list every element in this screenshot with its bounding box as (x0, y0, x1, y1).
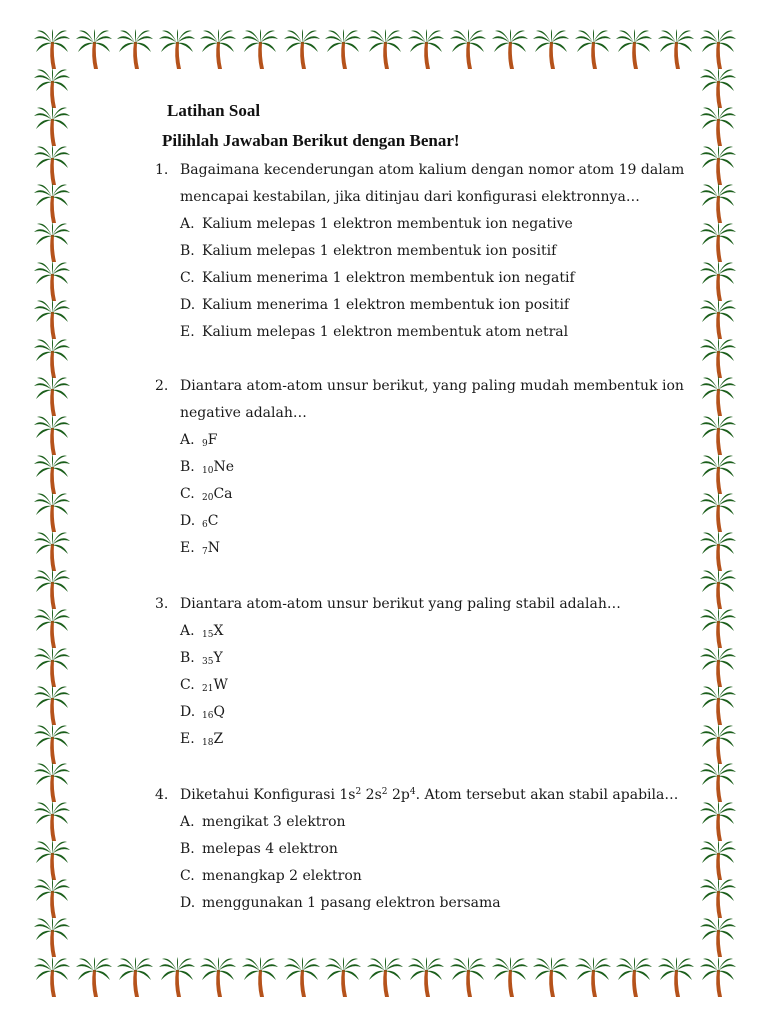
option-letter: C. (180, 486, 195, 502)
palm-tree-icon (699, 414, 737, 456)
palm-tree-icon (158, 956, 196, 998)
option-text: Kalium melepas 1 elektron membentuk ion positif (202, 243, 557, 259)
instruction-title: Pilihlah Jawaban Berikut dengan Benar! (162, 131, 460, 150)
option-text: Kalium menerima 1 elektron membentuk ion positif (202, 297, 570, 313)
palm-tree-icon (699, 800, 737, 842)
palm-tree-icon (699, 839, 737, 881)
option-letter: D. (180, 297, 196, 313)
atomic-number: 6 (202, 520, 208, 530)
palm-tree-icon (324, 28, 362, 70)
option-b (155, 454, 685, 481)
palm-tree-icon (33, 414, 71, 456)
palm-tree-icon (116, 956, 154, 998)
palm-tree-icon (33, 568, 71, 610)
palm-tree-icon (491, 28, 529, 70)
palm-tree-icon (699, 684, 737, 726)
atomic-number: 10 (202, 466, 214, 476)
element-symbol: Z (213, 731, 224, 747)
palm-tree-icon (615, 956, 653, 998)
palm-tree-icon (366, 956, 404, 998)
palm-tree-icon (699, 221, 737, 263)
question-2 (155, 373, 685, 562)
palm-tree-icon (33, 761, 71, 803)
element-symbol: Q (213, 704, 225, 720)
option-e (155, 726, 685, 753)
palm-tree-icon (699, 298, 737, 340)
option-c (155, 481, 685, 508)
palm-tree-icon (699, 956, 737, 998)
palm-tree-icon (33, 839, 71, 881)
option-a (155, 618, 685, 645)
option-letter: E. (180, 540, 195, 556)
element-symbol: Ne (213, 459, 234, 475)
palm-tree-icon (699, 607, 737, 649)
question-3 (155, 591, 685, 753)
palm-tree-icon (699, 375, 737, 417)
question-text: Bagaimana kecenderungan atom kalium dengan nomor atom 19 dalam mencapai kestabilan, jika ditinjau dari konfigurasi elektronnya… (180, 162, 685, 205)
palm-tree-icon (75, 28, 113, 70)
question-number: 1. (155, 162, 169, 178)
palm-tree-icon (33, 67, 71, 109)
option-text: melepas 4 elektron (202, 841, 338, 857)
option-c (155, 863, 685, 890)
palm-tree-icon (33, 646, 71, 688)
element-symbol: F (207, 432, 218, 448)
palm-tree-icon (33, 105, 71, 147)
palm-tree-icon (33, 298, 71, 340)
question-text: Diantara atom-atom unsur berikut yang paling stabil adalah… (180, 596, 621, 612)
palm-tree-icon (199, 28, 237, 70)
palm-tree-icon (241, 956, 279, 998)
question-number: 4. (155, 787, 169, 803)
atomic-number: 20 (202, 493, 214, 503)
palm-tree-icon (657, 956, 695, 998)
palm-tree-icon (33, 877, 71, 919)
palm-tree-icon (241, 28, 279, 70)
palm-tree-icon (699, 491, 737, 533)
palm-tree-icon (699, 453, 737, 495)
palm-tree-icon (449, 28, 487, 70)
palm-tree-icon (33, 337, 71, 379)
option-d (155, 699, 685, 726)
atomic-number: 16 (202, 711, 214, 721)
question-number: 2. (155, 378, 169, 394)
atomic-number: 7 (202, 547, 208, 557)
palm-tree-icon (699, 182, 737, 224)
palm-tree-icon (33, 800, 71, 842)
palm-tree-icon (699, 337, 737, 379)
element-symbol: Ca (213, 486, 233, 502)
question-text: Diantara atom-atom unsur berikut, yang paling mudah membentuk ion negative adalah… (180, 378, 684, 421)
palm-tree-icon (699, 877, 737, 919)
option-text: menggunakan 1 pasang elektron bersama (202, 895, 501, 911)
palm-tree-icon (283, 956, 321, 998)
atomic-number: 35 (202, 657, 214, 667)
palm-tree-icon (699, 530, 737, 572)
palm-tree-icon (449, 956, 487, 998)
element-symbol: X (213, 623, 224, 639)
option-text: Kalium melepas 1 elektron membentuk atom netral (202, 324, 569, 340)
palm-tree-icon (33, 221, 71, 263)
option-letter: E. (180, 731, 195, 747)
question-1 (155, 157, 685, 346)
option-letter: D. (180, 895, 196, 911)
option-text: mengikat 3 elektron (202, 814, 346, 830)
palm-tree-icon (699, 28, 737, 70)
palm-tree-icon (699, 67, 737, 109)
palm-tree-icon (33, 916, 71, 958)
palm-tree-icon (33, 375, 71, 417)
question-4 (155, 782, 685, 917)
option-c (155, 265, 685, 292)
question-text: Diketahui Konfigurasi $1s^2$ $2s^2$ $2p^4$. Atom tersebut akan stabil apabila… (180, 787, 679, 803)
option-b (155, 238, 685, 265)
palm-tree-icon (116, 28, 154, 70)
atomic-number: 9 (202, 439, 208, 449)
palm-tree-icon (33, 260, 71, 302)
palm-tree-icon (699, 646, 737, 688)
palm-tree-icon (532, 28, 570, 70)
option-letter: A. (180, 814, 195, 830)
palm-tree-icon (283, 28, 321, 70)
option-letter: D. (180, 513, 196, 529)
option-a (155, 809, 685, 836)
atomic-number: 15 (202, 630, 214, 640)
palm-tree-icon (33, 530, 71, 572)
palm-tree-icon (615, 28, 653, 70)
element-symbol: N (207, 540, 220, 556)
palm-tree-icon (33, 28, 71, 70)
palm-tree-icon (33, 684, 71, 726)
option-letter: A. (180, 432, 195, 448)
question-number: 3. (155, 596, 169, 612)
option-text: Kalium melepas 1 elektron membentuk ion negative (202, 216, 573, 232)
palm-tree-icon (33, 607, 71, 649)
palm-tree-icon (407, 28, 445, 70)
palm-tree-icon (699, 260, 737, 302)
palm-tree-icon (366, 28, 404, 70)
palm-tree-icon (574, 956, 612, 998)
palm-tree-icon (158, 28, 196, 70)
option-d (155, 890, 685, 917)
option-d (155, 292, 685, 319)
palm-tree-icon (491, 956, 529, 998)
option-e (155, 319, 685, 346)
option-d (155, 508, 685, 535)
option-a (155, 427, 685, 454)
palm-tree-icon (532, 956, 570, 998)
palm-tree-icon (699, 144, 737, 186)
option-letter: B. (180, 841, 195, 857)
option-letter: C. (180, 868, 195, 884)
palm-tree-icon (657, 28, 695, 70)
option-letter: B. (180, 650, 195, 666)
palm-tree-icon (699, 916, 737, 958)
option-b (155, 836, 685, 863)
palm-tree-icon (324, 956, 362, 998)
atomic-number: 18 (202, 738, 214, 748)
option-text: menangkap 2 elektron (202, 868, 362, 884)
palm-tree-icon (33, 956, 71, 998)
palm-tree-icon (33, 491, 71, 533)
palm-tree-icon (199, 956, 237, 998)
palm-tree-icon (574, 28, 612, 70)
option-letter: A. (180, 623, 195, 639)
page-heading: Latihan Soal (167, 101, 261, 120)
palm-tree-icon (33, 453, 71, 495)
option-b (155, 645, 685, 672)
element-symbol: W (213, 677, 228, 693)
option-letter: A. (180, 216, 195, 232)
palm-tree-icon (75, 956, 113, 998)
option-letter: B. (180, 243, 195, 259)
option-e (155, 535, 685, 562)
option-text: Kalium menerima 1 elektron membentuk ion negatif (202, 270, 575, 286)
palm-tree-icon (33, 144, 71, 186)
palm-tree-icon (33, 182, 71, 224)
palm-tree-icon (699, 105, 737, 147)
palm-tree-icon (699, 761, 737, 803)
element-symbol: C (207, 513, 219, 529)
element-symbol: Y (213, 650, 223, 666)
palm-tree-icon (33, 723, 71, 765)
option-letter: C. (180, 270, 195, 286)
option-letter: C. (180, 677, 195, 693)
palm-tree-icon (699, 568, 737, 610)
palm-tree-icon (407, 956, 445, 998)
option-letter: B. (180, 459, 195, 475)
option-c (155, 672, 685, 699)
option-a (155, 211, 685, 238)
option-letter: E. (180, 324, 195, 340)
option-letter: D. (180, 704, 196, 720)
palm-tree-icon (699, 723, 737, 765)
atomic-number: 21 (202, 684, 214, 694)
